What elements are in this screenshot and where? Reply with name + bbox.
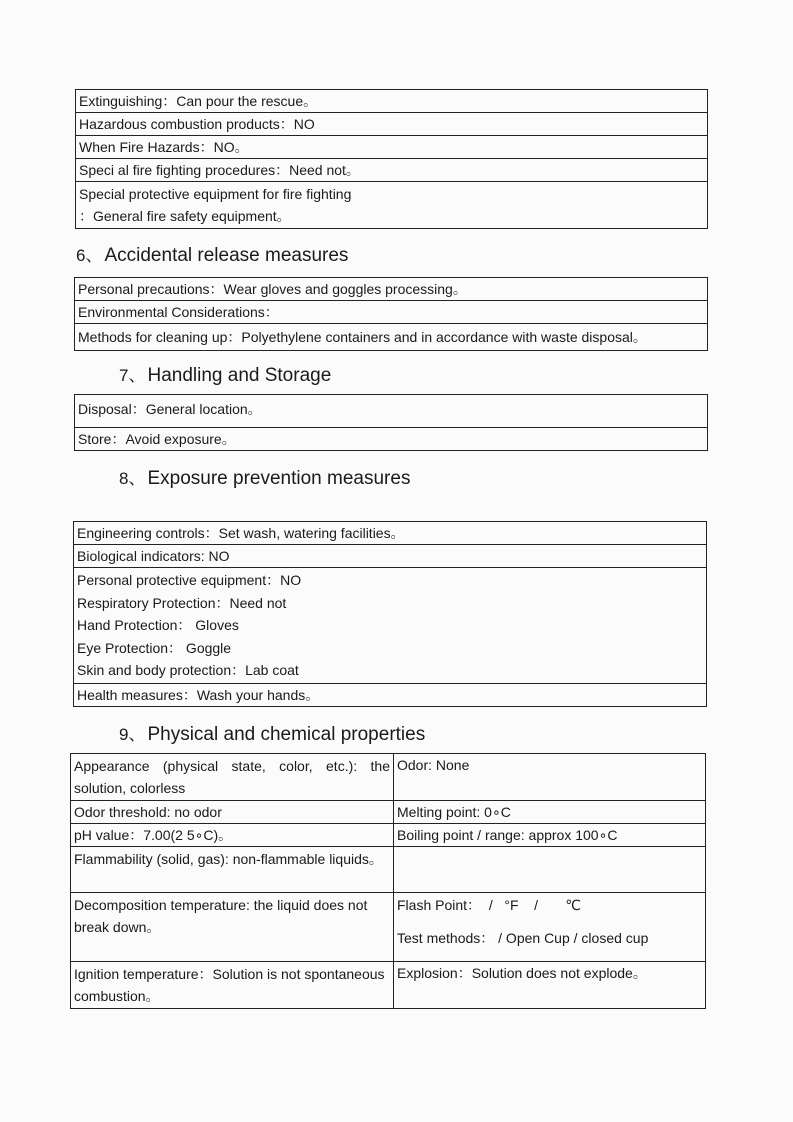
special-equipment-line2: ：General fire safety equipment。 — [79, 208, 291, 224]
eye-protection-line: Eye Protection： Goggle — [77, 639, 232, 656]
ph-cell: pH value：7.00(2 5∘C)。 — [71, 824, 394, 847]
respiratory-line: Respiratory Protection：Need not — [77, 594, 287, 611]
cleaning-methods-row: Methods for cleaning up：Polyethylene containers and in accordance with waste disposal。 — [75, 324, 708, 351]
hand-protection-line: Hand Protection： Gloves — [77, 617, 239, 633]
store-row: Store：Avoid exposure。 — [75, 428, 708, 451]
flash-point-line: Flash Point： / °F / ℃ — [397, 897, 581, 913]
appearance-cell: Appearance (physical state, color, etc.): the solution, colorless — [71, 754, 394, 801]
test-methods-line: Test methods： / Open Cup / closed cup — [397, 930, 649, 946]
accidental-release-table — [74, 277, 708, 351]
special-equipment-row — [76, 182, 708, 229]
special-equipment-line1: Special protective equipment for fire fighting — [79, 186, 352, 202]
section-8-heading — [119, 464, 410, 490]
protective-equipment-cell — [74, 568, 707, 684]
personal-precautions-row: Personal precautions：Wear gloves and goggles processing。 — [75, 278, 708, 301]
section-6-heading — [76, 241, 348, 267]
section-9-heading — [119, 720, 425, 746]
environmental-considerations-row: Environmental Considerations： — [75, 301, 708, 324]
physical-properties-table — [70, 753, 706, 1009]
explosion-cell: Explosion：Solution does not explode。 — [394, 962, 706, 1009]
flammability-empty-cell — [394, 847, 706, 893]
flammability-cell: Flammability (solid, gas): non-flammable liquids。 — [71, 847, 394, 893]
exposure-prevention-table — [73, 521, 707, 707]
section-6-title: Accidental release measures — [104, 245, 349, 266]
section-8-number: 8、 — [119, 469, 146, 488]
section-7-heading — [119, 361, 331, 387]
biological-indicators-row: Biological indicators: NO — [74, 545, 707, 568]
special-procedures-row: Speci al fire fighting procedures：Need not。 — [76, 159, 708, 182]
section-7-number: 7、 — [119, 366, 146, 385]
engineering-controls-row: Engineering controls：Set wash, watering facilities。 — [74, 522, 707, 545]
fire-fighting-table — [75, 89, 708, 229]
health-measures-row: Health measures：Wash your hands。 — [74, 683, 707, 706]
section-6-number: 6、 — [76, 246, 103, 265]
melting-point-cell: Melting point: 0∘C — [394, 801, 706, 824]
handling-storage-table — [74, 394, 708, 451]
disposal-row: Disposal：General location。 — [75, 395, 708, 428]
ignition-temperature-cell: Ignition temperature：Solution is not spontaneous combustion。 — [71, 962, 394, 1009]
skin-protection-line: Skin and body protection：Lab coat — [77, 662, 299, 678]
flash-point-cell — [394, 893, 706, 962]
extinguishing-row: Extinguishing：Can pour the rescue。 — [76, 90, 708, 113]
section-7-title: Handling and Storage — [147, 365, 332, 386]
section-8-title: Exposure prevention measures — [147, 468, 411, 489]
odor-threshold-cell: Odor threshold: no odor — [71, 801, 394, 824]
section-9-number: 9、 — [119, 725, 146, 744]
boiling-point-cell: Boiling point / range: approx 100∘C — [394, 824, 706, 847]
ppe-line: Personal protective equipment：NO — [77, 572, 302, 588]
when-fire-hazards-row: When Fire Hazards：NO。 — [76, 136, 708, 159]
hazardous-combustion-row: Hazardous combustion products：NO — [76, 113, 708, 136]
section-9-title: Physical and chemical properties — [147, 724, 426, 745]
odor-cell: Odor: None — [394, 754, 706, 801]
decomposition-cell: Decomposition temperature: the liquid does not break down。 — [71, 893, 394, 962]
